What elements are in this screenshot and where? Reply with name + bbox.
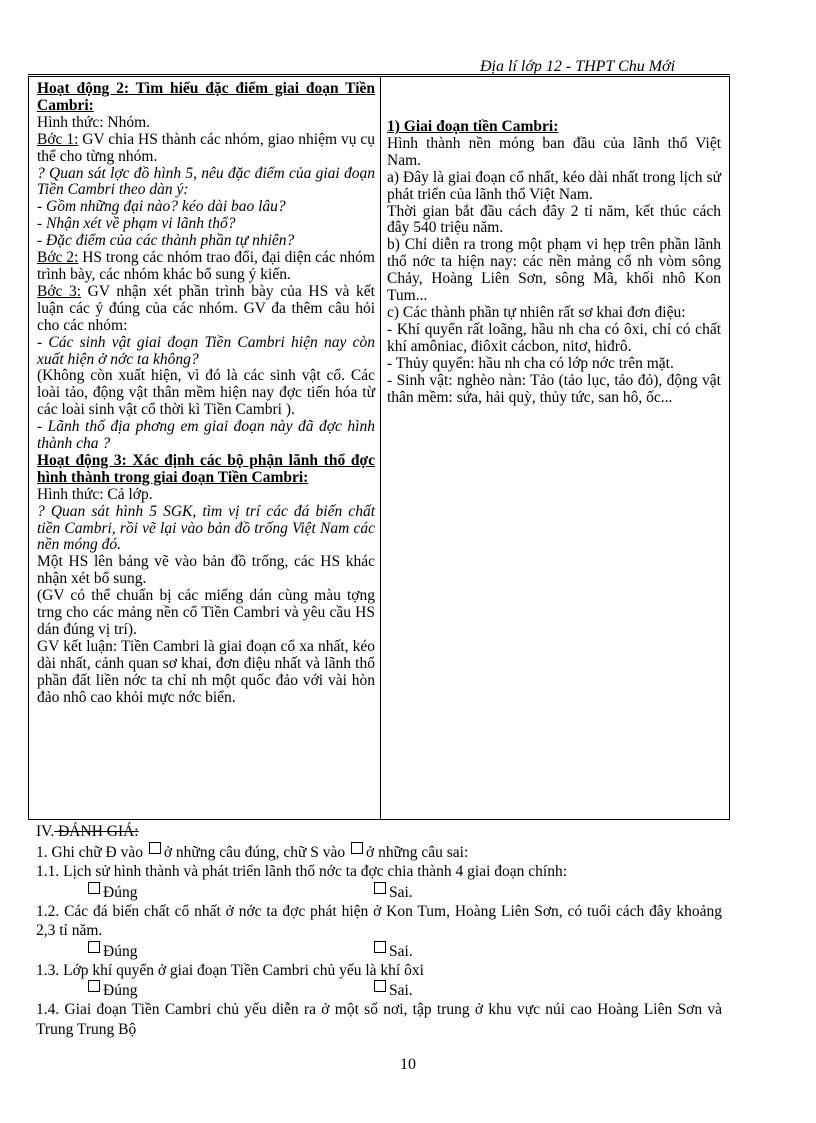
step2-text: HS trong các nhóm trao đổi, đại diện các nhóm trình bày, các nhóm khác bổ sung ý kiến. bbox=[37, 249, 375, 283]
step1-label: Bớc 1: bbox=[37, 130, 79, 148]
checkbox-icon[interactable] bbox=[88, 882, 100, 894]
checkbox-icon[interactable] bbox=[88, 980, 100, 992]
step2 bbox=[37, 250, 375, 284]
intro-paragraph: Hình thành nền móng ban đầu của lãnh thổ Việt Nam. bbox=[387, 134, 721, 169]
activity3-form: Hình thức: Cả lớp. bbox=[37, 485, 153, 503]
true-option[interactable] bbox=[86, 882, 137, 902]
content-column bbox=[381, 77, 729, 819]
instruction-text-b: ở những câu đúng, chữ S vào bbox=[163, 843, 346, 861]
activity3-title: Hoạt động 3: Xác định các bộ phận lãnh thổ đợc hình thành trong giai đoạn Tiền Cambri: bbox=[37, 451, 375, 486]
evaluation-heading bbox=[36, 822, 722, 842]
question-1-3: 1.3. Lớp khí quyển ở giai đoạn Tiền Cambri chủ yếu là khí ôxi bbox=[36, 961, 424, 979]
gv-conclusion-paragraph: GV kết luận: Tiền Cambri là giai đoạn cổ xa nhất, kéo dài nhất, cảnh quan sơ khai, đơn điệu nhất và lãnh thổ phần đất liền nớc ta chỉ nh một quốc đảo với vài hòn đảo nhô cao khỏi mực nớc biển. bbox=[37, 637, 375, 706]
step3 bbox=[37, 284, 375, 335]
atmosphere-item: - Khí quyển rất loãng, hầu nh cha có ôxi, chỉ có chất khí amôniac, điôxit cácbon, nitơ, hiđrô. bbox=[387, 320, 721, 355]
evaluation-heading-text: ĐÁNH GIÁ: bbox=[54, 823, 139, 840]
activities-column bbox=[29, 77, 381, 819]
evaluation-section bbox=[36, 822, 722, 1039]
page-number: 10 bbox=[400, 1056, 416, 1073]
instruction-text-a: Ghi chữ Đ vào bbox=[47, 843, 143, 861]
checkbox-icon[interactable] bbox=[374, 941, 386, 953]
false-option[interactable] bbox=[372, 941, 413, 961]
instruction-number: 1. bbox=[36, 843, 48, 861]
false-label: Sai. bbox=[389, 982, 413, 999]
biosphere-item: - Sinh vật: nghèo nàn: Tảo (tảo lục, tảo đỏ), động vật thân mềm: sứa, hải quỳ, thủy tức, san hô, ốc... bbox=[387, 371, 721, 406]
step1 bbox=[37, 132, 375, 166]
true-option[interactable] bbox=[86, 941, 137, 961]
step2-label: Bớc 2: bbox=[37, 249, 79, 267]
question-1-3-choices bbox=[36, 980, 722, 1000]
true-label: Đúng bbox=[103, 883, 138, 901]
false-label: Sai. bbox=[389, 883, 413, 901]
time-span: Thời gian bắt đầu cách đây 2 tỉ năm, kết thúc cách đây 540 triệu năm. bbox=[387, 202, 721, 237]
false-label: Sai. bbox=[389, 942, 413, 960]
answer2: (Không còn xuất hiện, vì đó là các sinh vật cổ. Các loài tảo, động vật thân mềm hiện nay đợc tiến hóa từ các loài sinh vật cổ thời kì Tiền Cambri ). bbox=[37, 367, 375, 419]
false-option[interactable] bbox=[372, 882, 413, 902]
step3-text: GV nhận xét phần trình bày của HS và kết luận các ý đúng của các nhóm. GV đa thêm câu hỏi cho các nhóm: bbox=[37, 282, 375, 334]
hydrosphere-item: - Thủy quyển: hầu nh cha có lớp nớc trên mặt. bbox=[387, 354, 674, 372]
checkbox-icon[interactable] bbox=[374, 882, 386, 894]
step3-label: Bớc 3: bbox=[37, 282, 82, 300]
checkbox-icon bbox=[351, 842, 363, 854]
checkbox-icon bbox=[149, 842, 161, 854]
true-label: Đúng bbox=[103, 982, 138, 999]
question-1-1: 1.1. Lịch sử hình thành và phát triển lãnh thổ nớc ta đợc chia thành 4 giai đoạn chính: bbox=[36, 863, 567, 880]
question4: ? Quan sát hình 5 SGK, tìm vị trí các đá biến chất tiền Cambri, rồi vẽ lại vào bản đồ trống Việt Nam các nền móng đó. bbox=[37, 502, 375, 554]
bullet3: - Đặc điểm của các thành phần tự nhiên? bbox=[37, 232, 295, 250]
question-1-1-choices bbox=[36, 882, 722, 902]
activity2-title: Hoạt động 2: Tìm hiểu đặc điểm giai đoạn Tiền Cambri: bbox=[37, 80, 375, 114]
question-1-2-choices bbox=[36, 941, 722, 961]
checkbox-icon[interactable] bbox=[88, 941, 100, 953]
header-rule bbox=[28, 74, 730, 75]
bullet1: - Gồm những đại nào? kéo dài bao lâu? bbox=[37, 198, 286, 216]
point-a: a) Đây là giai đoạn cổ nhất, kéo dài nhất trong lịch sử phát triển của lãnh thổ Việt Nam. bbox=[387, 168, 721, 203]
section-title: 1) Giai đoạn tiền Cambri: bbox=[387, 118, 559, 135]
question-1-4: 1.4. Giai đoạn Tiền Cambri chủ yếu diễn ra ở một số nơi, tập trung ở khu vực núi cao Hoàng Liên Sơn và Trung Trung Bộ bbox=[36, 1001, 722, 1038]
true-label: Đúng bbox=[103, 942, 138, 960]
evaluation-heading-num: IV. bbox=[36, 823, 55, 840]
question-1-2: 1.2. Các đá biến chất cổ nhất ở nớc ta đợc phát hiện ở Kon Tum, Hoàng Liên Sơn, có tuổi cách đây khoảng 2,3 tỉ năm. bbox=[36, 902, 722, 939]
bullet2: - Nhận xét về phạm vi lãnh thổ? bbox=[37, 215, 236, 233]
question1: ? Quan sát lợc đồ hình 5, nêu đặc điểm của giai đoạn Tiền Cambri theo dàn ý: bbox=[37, 164, 375, 199]
activity2-form: Hình thức: Nhóm. bbox=[37, 113, 151, 131]
question2: - Các sinh vật giai đoạn Tiền Cambri hiện nay còn xuất hiện ở nớc ta không? bbox=[37, 333, 375, 368]
question3: - Lãnh thổ địa phơng em giai đoạn này đã đợc hình thành cha ? bbox=[37, 418, 375, 453]
false-option[interactable] bbox=[372, 980, 413, 1000]
point-c: c) Các thành phần tự nhiên rất sơ khai đơn điệu: bbox=[387, 303, 686, 321]
page-header: Địa lí lớp 12 - THPT Chu Mới bbox=[480, 58, 676, 75]
lesson-table bbox=[28, 76, 730, 820]
hs-drawing-paragraph: Một HS lên bảng vẽ vào bản đồ trống, các HS khác nhận xét bổ sung. bbox=[37, 553, 375, 588]
instruction-text-c: ở những câu sai: bbox=[366, 843, 469, 861]
evaluation-instruction bbox=[36, 842, 722, 863]
true-option[interactable] bbox=[86, 980, 137, 1000]
point-b: b) Chỉ diễn ra trong một phạm vi hẹp trên phần lãnh thổ nớc ta hiện nay: các nền mảng cổ nh vòm sông Chảy, Hoàng Liên Sơn, sông Mã, khối nhô Kon Tum... bbox=[387, 236, 721, 305]
step1-text: GV chia HS thành các nhóm, giao nhiệm vụ cụ thể cho từng nhóm. bbox=[37, 130, 375, 165]
gv-preparation-paragraph: (GV có thể chuẩn bị các miếng dán cùng màu tợng trng cho các mảng nền cổ Tiền Cambri và yêu cầu HS dán đúng vị trí). bbox=[37, 587, 375, 638]
checkbox-icon[interactable] bbox=[374, 980, 386, 992]
